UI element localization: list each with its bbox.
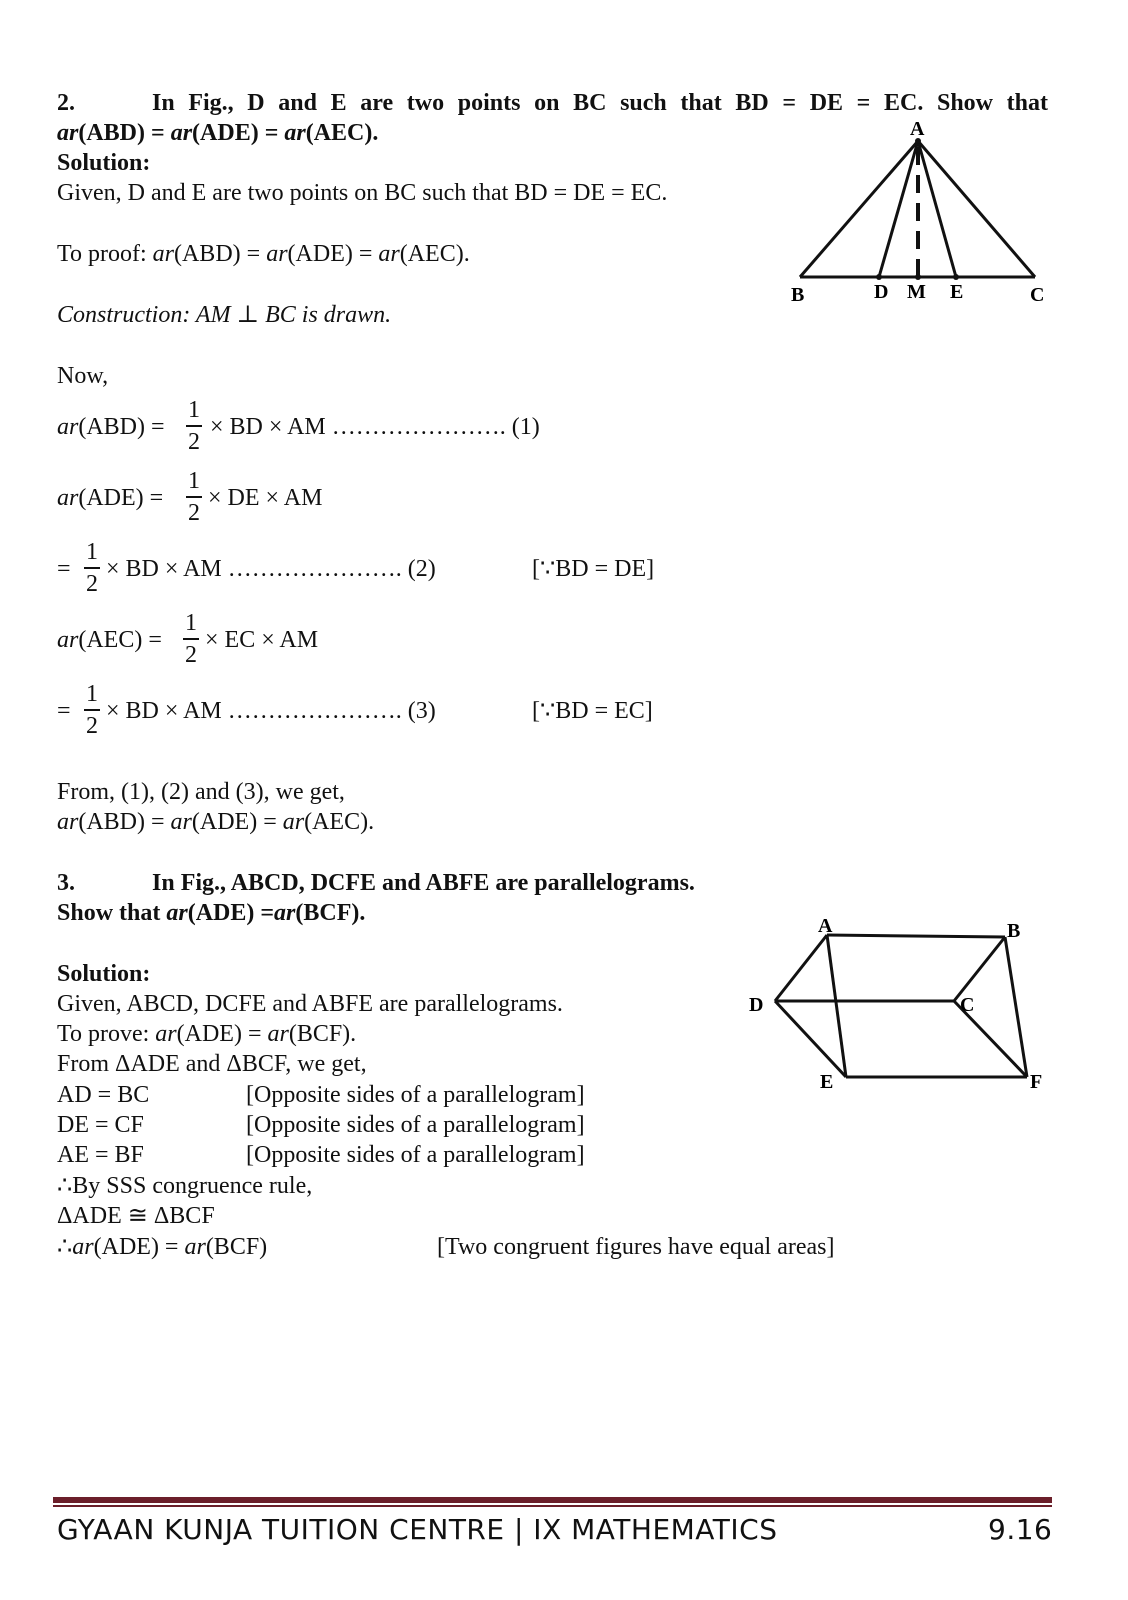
q3-number: 3. (57, 870, 75, 896)
side-ab (827, 935, 1005, 937)
label-d: D (874, 281, 889, 303)
q2-eq2-left: ar(ADE) = (57, 485, 164, 511)
footer-page-number: 9.16 (988, 1513, 1053, 1546)
q2-eq1-right: × BD × AM …………………. (1) (210, 414, 540, 440)
q3-final: ∴ar(ADE) = ar(BCF) (57, 1234, 268, 1260)
side-bc (954, 937, 1005, 1001)
q2-from: From, (1), (2) and (3), we get, (57, 779, 345, 805)
q2-number: 2. (57, 90, 75, 116)
point-e (953, 274, 959, 280)
q2-construction: Construction: AM ⊥ BC is drawn. (57, 302, 392, 328)
q2-triangle-figure (780, 115, 1060, 315)
q2-eq1-half (184, 398, 204, 454)
q3-question-line2: Show that ar(ADE) =ar(BCF). (57, 900, 366, 926)
label-c: C (1030, 284, 1045, 306)
q2-eq2-right: × DE × AM (208, 485, 323, 511)
q3-to-prove: To prove: ar(ADE) = ar(BCF). (57, 1021, 357, 1047)
side-ad (775, 935, 827, 1001)
fraction-numerator: 1 (86, 539, 98, 565)
point-d (876, 274, 882, 280)
fraction-numerator: 1 (188, 397, 200, 423)
fraction-denominator: 2 (185, 641, 197, 668)
q3-parallelogram-figure (740, 905, 1060, 1105)
q2-question-line1: In Fig., D and E are two points on BC such that BD = DE = EC. Show that (152, 90, 1048, 116)
label-c: C (960, 994, 975, 1016)
q3-row-reason: [Opposite sides of a parallelogram] (246, 1112, 585, 1138)
q3-row-reason: [Opposite sides of a parallelogram] (246, 1142, 585, 1168)
fraction-numerator: 1 (188, 468, 200, 494)
fraction-denominator: 2 (86, 712, 98, 739)
q2-eq3-right: × BD × AM …………………. (2) (106, 556, 436, 582)
q2-given: Given, D and E are two points on BC such that BD = DE = EC. (57, 180, 668, 206)
label-f: F (1030, 1071, 1043, 1093)
footer-title: GYAAN KUNJA TUITION CENTRE | IX MATHEMATICS (57, 1513, 778, 1546)
q2-eq5-half (82, 682, 102, 738)
q2-eq3-left: = (57, 556, 71, 582)
q2-eq3-half (82, 540, 102, 596)
q2-question-line2: ar(ABD) = ar(ADE) = ar(AEC). (57, 120, 379, 146)
q3-from: From ΔADE and ΔBCF, we get, (57, 1051, 367, 1077)
label-b: B (791, 284, 805, 306)
footer-rule-thin (53, 1505, 1052, 1507)
q2-eq4-right: × EC × AM (205, 627, 319, 653)
label-a: A (818, 915, 833, 937)
fraction-denominator: 2 (86, 570, 98, 597)
footer-rule-thick (53, 1497, 1052, 1503)
label-e: E (950, 281, 964, 303)
fraction-numerator: 1 (86, 681, 98, 707)
label-e: E (820, 1071, 834, 1093)
label-d: D (749, 994, 764, 1016)
q3-row-stmt: DE = CF (57, 1112, 144, 1138)
q2-eq5-reason: [∵BD = EC] (532, 698, 653, 724)
q2-eq3-reason: [∵BD = DE] (532, 556, 655, 582)
q2-solution-label: Solution: (57, 150, 151, 176)
q2-eq1-left: ar(ABD) = (57, 414, 165, 440)
fraction-denominator: 2 (188, 428, 200, 455)
q3-solution-label: Solution: (57, 961, 151, 987)
side-ab (800, 141, 918, 277)
q3-row-stmt: AE = BF (57, 1142, 144, 1168)
q3-congruent: ΔADE ≅ ΔBCF (57, 1203, 215, 1229)
fraction-numerator: 1 (185, 610, 197, 636)
q2-eq4-left: ar(AEC) = (57, 627, 162, 653)
q3-question-line1: In Fig., ABCD, DCFE and ABFE are parallelograms. (152, 870, 695, 896)
q2-now: Now, (57, 363, 109, 389)
q3-sss: ∴By SSS congruence rule, (57, 1173, 313, 1199)
q3-given: Given, ABCD, DCFE and ABFE are parallelograms. (57, 991, 563, 1017)
side-de (775, 1001, 846, 1077)
label-b: B (1007, 920, 1021, 942)
label-a: A (910, 118, 925, 140)
q2-eq5-left: = (57, 698, 71, 724)
side-ae (827, 935, 846, 1077)
fraction-denominator: 2 (188, 499, 200, 526)
label-m: M (907, 281, 926, 303)
q2-eq2-half (184, 469, 204, 525)
q3-row-reason: [Opposite sides of a parallelogram] (246, 1082, 585, 1108)
q2-conclusion: ar(ABD) = ar(ADE) = ar(AEC). (57, 809, 375, 835)
q2-to-proof: To proof: ar(ABD) = ar(ADE) = ar(AEC). (57, 241, 470, 267)
point-m (915, 274, 921, 280)
q2-eq5-right: × BD × AM …………………. (3) (106, 698, 436, 724)
q3-row-stmt: AD = BC (57, 1082, 150, 1108)
q2-eq4-half (181, 611, 201, 667)
q3-final-reason: [Two congruent figures have equal areas] (437, 1234, 835, 1260)
